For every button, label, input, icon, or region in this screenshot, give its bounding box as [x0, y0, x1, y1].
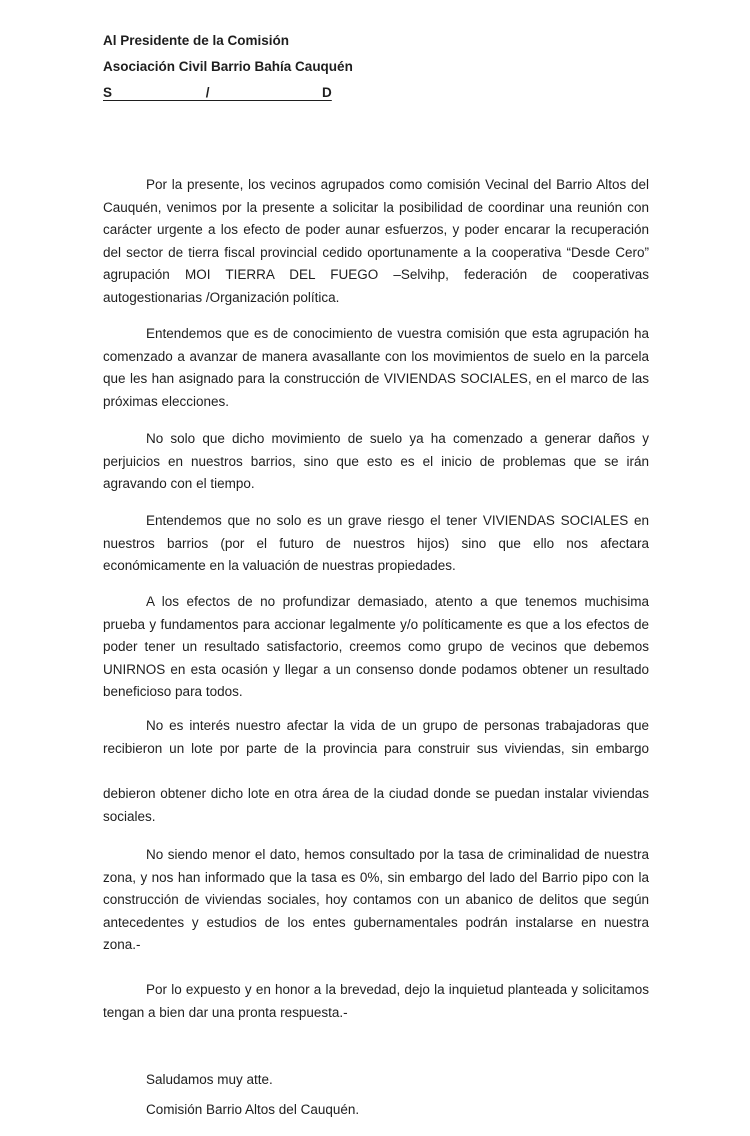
paragraph-social-housing-risk: Entendemos que no solo es un grave riesgo el tener VIVIENDAS SOCIALES en nuestros barrios (por el futuro de nuestros hijos) sino que ello nos afectara económicamente en la valuación de nuestras propiedades.: [103, 513, 649, 573]
paragraph-closing-request: Por lo expuesto y en honor a la brevedad, dejo la inquietud planteada y solicitamos tengan a bien dar una pronta respuesta.-: [103, 982, 649, 1020]
paragraph-land-movements: Entendemos que es de conocimiento de vuestra comisión que esta agrupación ha comenzado a avanzar de manera avasallante con los movimientos de suelo en la parcela que les han asignado para la construcción de VIVIENDAS SOCIALES, en el marco de las próximas elecciones.: [103, 326, 649, 409]
attention-line: S / D: [103, 85, 332, 100]
paragraph-workers-lot-part1: No es interés nuestro afectar la vida de un grupo de personas trabajadoras que recibieron un lote por parte de la provincia para construir sus viviendas, sin embargo: [103, 718, 649, 756]
recipient-title: Al Presidente de la Comisión: [103, 33, 290, 48]
paragraph-request-meeting: Por la presente, los vecinos agrupados como comisión Vecinal del Barrio Altos del Cauquén, venimos por la presente a solicitar la posibilidad de coordinar una reunión con carácter urgente a los efecto de poder aunar esfuerzos, y poder encarar la recuperación del sector de tierra fiscal provincial cedido oportunamente a la cooperativa “Desde Cero” agrupación MOI TIERRA DEL FUEGO –Selvihp, federación de cooperativas autogestionarias /Organización política.: [103, 177, 649, 305]
letter-header: [103, 33, 423, 101]
paragraph-damages: No solo que dicho movimiento de suelo ya ha comenzado a generar daños y perjuicios en nuestros barrios, sino que esto es el inicio de problemas que se irán agravando con el tiempo.: [103, 431, 649, 491]
closing-greeting: Saludamos muy atte.: [146, 1072, 273, 1087]
paragraph-crime-rate: No siendo menor el dato, hemos consultado por la tasa de criminalidad de nuestra zona, y nos han informado que la tasa es 0%, sin embargo del lado del Barrio pipo con la construcción de viviendas sociales, hoy contamos con un abanico de delitos que según antecedentes y estudios de los entes gubernamentales podrán instalarse en nuestra zona.-: [103, 847, 649, 952]
paragraph-workers-lot-part2: debieron obtener dicho lote en otra área de la ciudad donde se puedan instalar viviendas sociales.: [103, 786, 649, 824]
signature: Comisión Barrio Altos del Cauquén.: [146, 1102, 360, 1117]
recipient-organization: Asociación Civil Barrio Bahía Cauquén: [103, 59, 353, 74]
paragraph-unite: A los efectos de no profundizar demasiado, atento a que tenemos muchisima prueba y fundamentos para accionar legalmente y/o políticamente es que a los efectos de poder tener un resultado satisfactorio, creemos como grupo de vecinos que debemos UNIRNOS en esta ocasión y llegar a un consenso donde podamos obtener un resultado beneficioso para todos.: [103, 594, 649, 699]
